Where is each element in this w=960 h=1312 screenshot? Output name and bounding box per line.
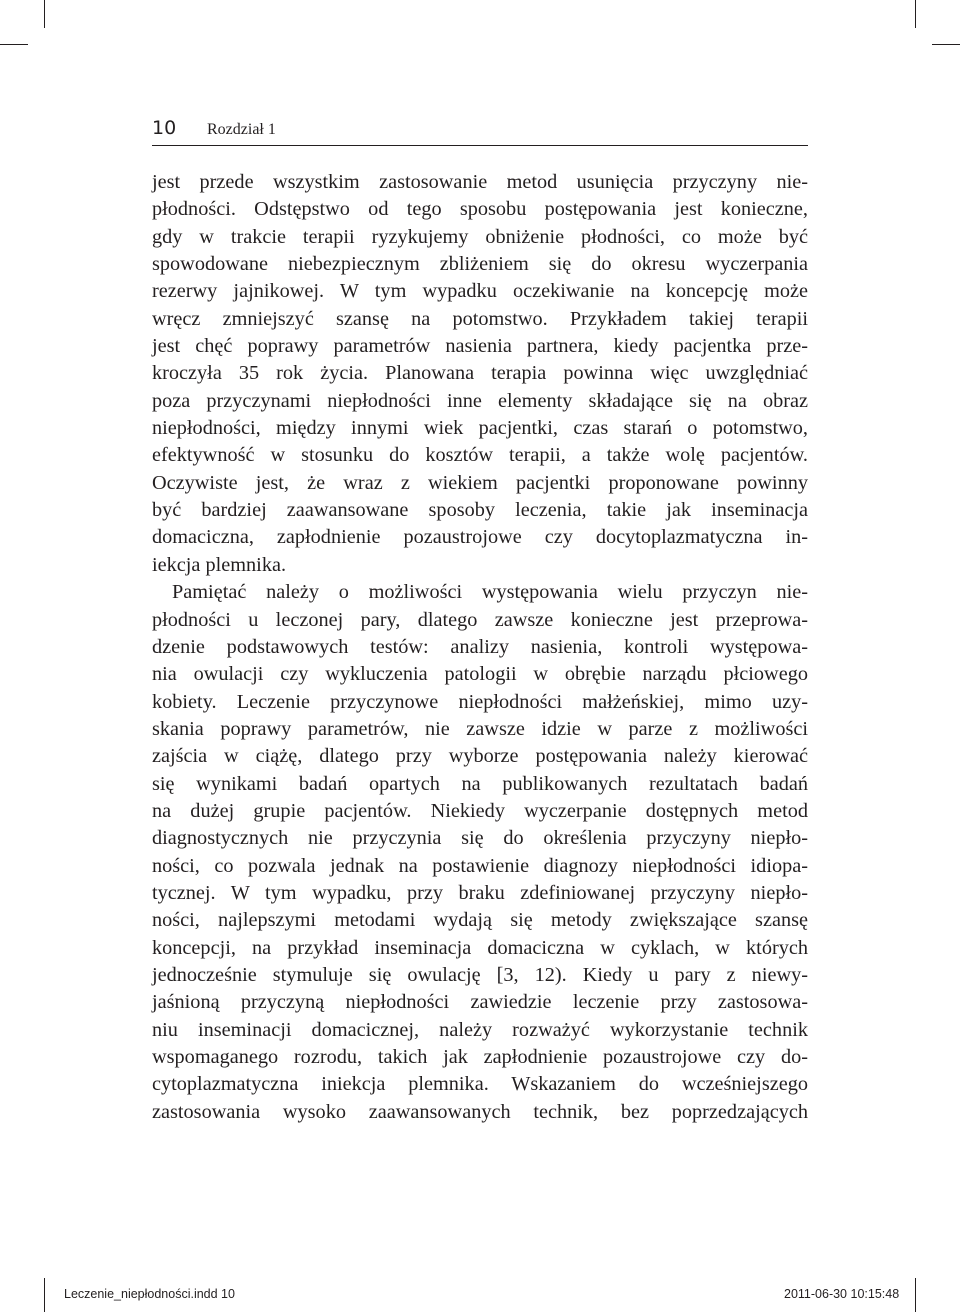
page-number: 10 xyxy=(152,117,177,139)
text-line: wspomaganego rozrodu, takich jak zapłodnienie pozaustrojowe czy do- xyxy=(152,1046,808,1068)
crop-mark-bottom-left-vertical xyxy=(44,1278,45,1312)
text-line: cytoplazmatyczna iniekcja plemnika. Wskazaniem do wcześniejszego xyxy=(152,1073,808,1096)
text-line: rezerwy jajnikowej. W tym wypadku oczekiwanie na koncepcję może xyxy=(152,280,808,303)
text-line: na dużej grupie pacjentów. Niekiedy wyczerpanie dostępnych metod xyxy=(152,799,808,822)
body-text xyxy=(152,169,808,1126)
text-line: domaciczna, zapłodnienie pozaustrojowe czy docytoplazmatyczna in- xyxy=(152,526,808,549)
running-header xyxy=(152,112,808,148)
text-line: Oczywiste jest, że wraz z wiekiem pacjentki proponowane powinny xyxy=(152,471,808,494)
text-line: Pamiętać należy o możliwości występowania wielu przyczyn nie- xyxy=(172,581,808,604)
slug-timestamp: 2011-06-30 10:15:48 xyxy=(784,1287,900,1301)
crop-mark-bottom-right-vertical xyxy=(915,1278,916,1312)
text-line: diagnostycznych nie przyczynia się do określenia przyczyny niepło- xyxy=(152,827,808,850)
text-line: poza przyczynami niepłodności inne elementy składające się na obraz xyxy=(152,389,808,412)
text-line: nia owulacji czy wykluczenia patologii w obrębie narządu płciowego xyxy=(152,663,808,686)
text-line: ności, najlepszymi metodami wydają się metody zwiększające szansę xyxy=(152,909,808,932)
text-line: efektywność w stosunku do kosztów terapii, a także wolę pacjentów. xyxy=(152,444,808,467)
slug-file-name: Leczenie_niepłodności.indd 10 xyxy=(64,1287,235,1301)
text-line: jest chęć poprawy parametrów nasienia partnera, kiedy pacjentka prze- xyxy=(152,335,808,358)
text-line: jest przede wszystkim zastosowanie metod usunięcia przyczyny nie- xyxy=(152,171,808,193)
text-line: gdy w trakcie terapii ryzykujemy obniżenie płodności, co może być xyxy=(152,225,808,248)
crop-mark-top-left-vertical xyxy=(44,0,45,28)
chapter-label: Rozdział 1 xyxy=(207,121,276,138)
text-line: niepłodności, między innymi wiek pacjentki, czas starań o potomstwo, xyxy=(152,417,808,440)
paragraph-2 xyxy=(152,579,808,1126)
text-line: jaśnioną przyczyną niepłodności zawiedzie leczenie przy zastosowa- xyxy=(152,991,808,1014)
text-line: wręcz zmniejszyć szansę na potomstwo. Przykładem takiej terapii xyxy=(152,307,808,330)
crop-mark-top-right-vertical xyxy=(915,0,916,28)
text-line: płodności u leczonej pary, dlatego zawsze konieczne jest przeprowa- xyxy=(152,608,808,631)
text-line: iekcja plemnika. xyxy=(152,553,287,576)
text-line: jednocześnie stymuluje się owulację [3, 12). Kiedy u pary z niewy- xyxy=(152,963,808,986)
paragraph-1 xyxy=(152,169,808,579)
text-line: ności, co pozwala jednak na postawienie diagnozy niepłodności idiopa- xyxy=(152,854,808,877)
text-line: niu inseminacji domacicznej, należy rozważyć wykorzystanie technik xyxy=(152,1018,808,1041)
text-line: być bardziej zaawansowane sposoby leczenia, takie jak inseminacja xyxy=(152,499,808,522)
text-line: koncepcji, na przykład inseminacja domaciczna w cyklach, w których xyxy=(152,936,808,959)
text-line: skania poprawy parametrów, nie zawsze idzie w parze z możliwości xyxy=(152,717,808,740)
crop-mark-top-left-horizontal xyxy=(0,44,28,45)
crop-mark-top-right-horizontal xyxy=(932,44,960,45)
text-line: spowodowane niebezpiecznym zbliżeniem się do okresu wyczerpania xyxy=(152,253,808,276)
text-line: dzenie podstawowych testów: analizy nasienia, kontroli występowa- xyxy=(152,635,808,658)
text-line: płodności. Odstępstwo od tego sposobu postępowania jest konieczne, xyxy=(152,198,808,221)
text-line: zajścia w ciążę, dlatego przy wyborze postępowania należy kierować xyxy=(152,745,808,768)
text-line: tycznej. W tym wypadku, przy braku zdefiniowanej przyczyny niepło- xyxy=(152,881,808,904)
text-line: kobiety. Leczenie przyczynowe niepłodności małżeńskiej, mimo uzy- xyxy=(152,690,808,713)
text-line: się wynikami badań opartych na publikowanych rezultatach badań xyxy=(152,772,808,795)
text-line: zastosowania wysoko zaawansowanych technik, bez poprzedzających xyxy=(152,1100,808,1123)
header-rule xyxy=(152,145,808,146)
text-line: kroczyła 35 rok życia. Planowana terapia powinna więc uwzględniać xyxy=(152,362,808,385)
